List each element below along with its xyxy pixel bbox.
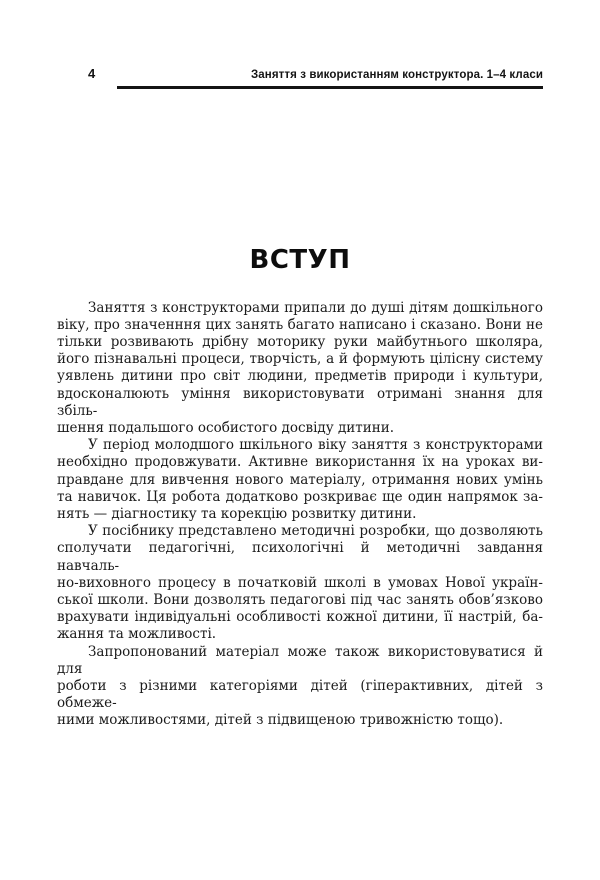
text-line: та навичок. Ця робота додатково розкриває ще один напрямок за- <box>57 488 543 505</box>
text-block <box>57 0 543 730</box>
text-line: жання та можливості. <box>57 626 217 643</box>
text-line: нять — діагностику та корекцію розвитку дитини. <box>57 505 417 522</box>
text-line: тільки розвивають дрібну моторику руки майбутнього школяра, <box>57 333 543 350</box>
text-line: Заняття з конструкторами припали до душі дітям дошкільного <box>88 299 543 316</box>
paragraph <box>57 300 543 438</box>
text-line: У посібнику представлено методичні розробки, що дозволяють <box>88 523 543 540</box>
chapter-title: ВСТУП <box>249 244 351 275</box>
body-paragraphs <box>57 300 543 730</box>
text-line: уявлень дитини про світ людини, предметів природи і культури, <box>57 368 543 385</box>
text-line: роботи з різними категоріями дітей (гіперактивних, дітей з обмеже- <box>57 677 543 712</box>
text-line: врахувати індивідуальні особливості кожної дитини, її настрій, ба- <box>57 609 543 626</box>
text-line: У період молодшого шкільного віку заняття з конструкторами <box>88 437 543 454</box>
running-title: Заняття з використанням конструктора. 1–4 класи <box>250 69 543 81</box>
paragraph <box>57 523 543 643</box>
text-line: но-виховного процесу в початковій школі в умовах Нової україн- <box>57 574 543 591</box>
text-line: його пізнавальні процеси, творчість, а й формують цілісну систему <box>57 351 543 368</box>
text-line: необхідно продовжувати. Активне використання їх на уроках ви- <box>57 454 543 471</box>
header-rule <box>117 86 543 89</box>
text-line: Запропонований матеріал може також використовуватися й для <box>57 643 543 677</box>
paragraph <box>57 437 543 523</box>
text-line: вдосконалюють уміння використовувати отримані знання для збіль- <box>57 385 543 419</box>
text-line: віку, про значенння цих занять багато написано і сказано. Вони не <box>57 316 543 333</box>
text-line: ської школи. Вони дозволять педагогові під час занять обов’язково <box>57 591 543 608</box>
paragraph <box>57 644 543 730</box>
text-line: шення подальшого особистого досвіду дитини. <box>57 419 395 436</box>
page-header <box>57 66 543 81</box>
text-line: ними можливостями, дітей з підвищеною тривожністю тощо). <box>57 712 504 729</box>
page-number: 4 <box>88 66 96 81</box>
text-line: правдане для вивчення нового матеріалу, отримання нових умінь <box>57 471 543 488</box>
text-line: сполучати педагогічні, психологічні й методичні завдання навчаль- <box>57 540 543 574</box>
